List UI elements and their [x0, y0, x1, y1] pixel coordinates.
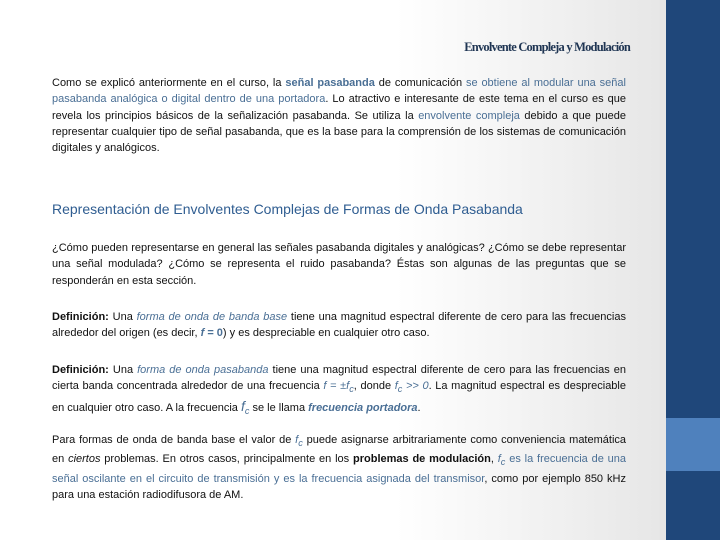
intro-paragraph [52, 75, 626, 156]
highlight: es la frecuencia de una señal oscilante en el circuito de transmisión y es la frecuencia asignada del transmisor [52, 453, 626, 485]
text: problemas. En otros casos, principalmente en los [100, 453, 353, 466]
math: f [295, 434, 299, 446]
page-title: Envolvente Compleja y Modulación [464, 40, 630, 54]
text: debido a que puede representar cualquier tipo de señal pasabanda, que es la base para la comprensión de los sistemas de comunicación digitales y analógicos. [52, 109, 626, 155]
text: tiene una magnitud espectral diferente de cero para las frecuencias en cierta banda concentrada alrededor de una frecuencia [52, 364, 627, 393]
text: problemas de modulación [353, 453, 491, 466]
term: frecuencia portadora [308, 401, 418, 414]
section-heading: Representación de Envolventes Complejas de Formas de Onda Pasabanda [52, 201, 523, 217]
highlight: señal pasabanda [285, 77, 375, 89]
math: f = ±f [323, 380, 350, 393]
math: >> 0 [402, 380, 429, 393]
text: ) y es despreciable en cualquier otro caso. [222, 327, 430, 340]
math: f [497, 453, 501, 466]
math: c [500, 457, 506, 468]
text: Para formas de onda de banda base el valor de [52, 434, 296, 446]
text: tiene una magnitud espectral diferente de cero para las frecuencias alrededor del origen (es decir, [52, 311, 626, 340]
text: . [417, 401, 421, 414]
highlight: se obtiene al modular una señal pasabanda analógica o digital dentro de una portadora [52, 77, 626, 106]
baseband-paragraph [52, 432, 626, 504]
math: c [298, 438, 303, 449]
text: Una [108, 364, 138, 376]
text: de comunicación [374, 77, 466, 89]
definition-label: Definición: [52, 311, 109, 323]
math: c [397, 384, 403, 395]
questions-paragraph: ¿Cómo pueden representarse en general las señales pasabanda digitales y analógicas? ¿Cómo se debe representar una señal modulada? ¿Cómo se representa el ruido pasabanda? Éstas son algunas de las preguntas que se responderán en esta sección. [52, 242, 626, 287]
text: puede asignarse arbitrariamente como conveniencia matemática en [52, 434, 627, 466]
sidebar-accent [666, 418, 720, 471]
text: ciertos [68, 453, 101, 466]
highlight: envolvente compleja [418, 109, 520, 122]
text: , donde [353, 380, 395, 393]
text: se le llama [249, 401, 309, 414]
definition-bandpass [52, 362, 626, 419]
term: forma de onda de banda base [136, 311, 288, 323]
math: f [240, 397, 245, 414]
term: forma de onda pasabanda [137, 364, 269, 376]
math: f [394, 380, 398, 393]
math: f [200, 327, 205, 340]
text: . La magnitud espectral es despreciable en cualquier otro caso. A la frecuencia [52, 380, 626, 414]
text: , como por ejemplo 850 kHz para una estación radiodifusora de AM. [52, 472, 626, 502]
text: Una [108, 311, 137, 323]
math: c [244, 405, 250, 416]
math: c [349, 384, 354, 395]
definition-label: Definición: [52, 364, 109, 376]
math: = 0 [204, 327, 223, 340]
text: . Lo atractivo e interesante de este tema en el curso es que revela los principios básicos de la señalización pasabanda. Se utiliza la [52, 93, 626, 122]
text: Como se explicó anteriormente en el curso, la [52, 77, 286, 89]
definition-baseband [52, 309, 626, 342]
text: , [490, 453, 498, 466]
